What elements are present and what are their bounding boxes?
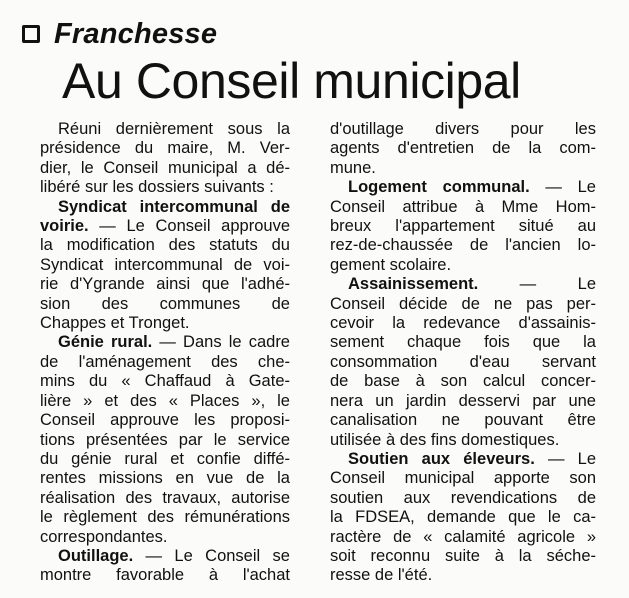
text-line [40,411,290,430]
text-line [330,236,596,255]
line-text: montre favorable à l'achat [40,566,290,585]
box-bullet-icon [22,25,40,43]
section-kicker [22,16,217,52]
line-text: sement chaque fois que la [330,333,596,352]
line-text: lière » et des « Places », le [40,391,290,410]
paragraph-heading: Génie rural. [58,333,153,352]
text-line [330,314,596,333]
text-line [40,314,290,333]
paragraph-heading: Logement communal. [348,178,530,197]
text-line [40,256,290,275]
text-line [330,353,596,372]
text-line [40,198,290,217]
text-line [330,256,596,275]
text-line [40,275,290,294]
line-text: consommation d'eau servant [330,352,596,371]
text-line [330,178,596,197]
text-line [330,120,596,139]
text-line [330,489,596,508]
line-text: dier, le Conseil municipal a dé- [40,158,290,177]
line-text: soutien aux revendications de [330,488,596,507]
text-line [40,372,290,391]
line-text: — Le [529,178,596,197]
text-line [330,275,596,294]
line-text: — Le Conseil approuve [88,217,290,236]
text-line [40,547,290,566]
line-text: rez-de-chaussée de l'ancien lo- [330,236,596,255]
text-line [330,392,596,411]
text-line [40,236,290,255]
text-line [40,508,290,527]
line-text: Conseil attribue à Mme Hom- [330,197,596,216]
line-text: de base à son calcul concer- [330,372,596,391]
line-text: soit reconnu suite à la séche- [330,546,596,565]
line-text: de l'aménagement des che- [40,352,290,371]
paragraph-heading: Soutien aux éleveurs. [348,449,535,468]
text-line [40,139,290,158]
line-text: cevoir la redevance d'assainis- [330,314,596,333]
line-text: le règlement des rémunérations [40,508,290,527]
line-text: la modification des statuts du [40,236,290,255]
line-text: Réuni dernièrement sous la [58,120,290,138]
text-line [330,295,596,314]
text-line [330,547,596,566]
text-line [40,528,290,547]
column-right [330,120,596,586]
text-line [330,139,596,158]
paragraph-heading: Outillage. [58,546,134,565]
text-line [40,120,290,139]
text-line [330,508,596,527]
line-text: tions présentées par le service [40,430,290,449]
headline: Au Conseil municipal [62,53,521,109]
line-text: utilisée à des fins domestiques. [330,430,560,449]
line-text: du génie rural et confie diffé- [40,449,290,468]
line-text: — Dans le cadre [152,333,290,352]
line-text: ractère de « calamité agricole » [330,527,596,546]
line-text: Conseil décide de ne pas per- [330,294,596,313]
line-text: Conseil municipal apporte son [330,469,596,488]
paragraph-heading: voirie. [40,217,89,236]
text-line [40,353,290,372]
line-text: Conseil approuve les proposi- [40,411,290,430]
line-text: agents d'entretien de la com- [330,139,596,158]
text-line [330,566,596,585]
line-text: breux l'appartement situé au [330,217,596,236]
text-line [40,392,290,411]
text-line [40,566,290,585]
column-left [40,120,290,586]
text-line [40,489,290,508]
text-line [330,198,596,217]
text-line [40,431,290,450]
line-text: gement scolaire. [330,255,452,274]
text-line [330,217,596,236]
text-line [40,450,290,469]
line-text: rie d'Ygrande ainsi que l'adhé- [40,275,290,294]
text-line [40,159,290,178]
line-text: la FDSEA, demande que le ca- [330,508,596,527]
line-text: libéré sur les dossiers suivants : [40,178,274,197]
text-line [40,178,290,197]
line-text: canalisation ne pouvant être [330,411,596,430]
line-text: réalisation des travaux, autorise [40,488,290,507]
text-line [330,411,596,430]
text-line [330,528,596,547]
kicker-text: Franchesse [54,17,218,50]
paragraph-heading: Syndicat intercommunal de [58,197,290,216]
text-line [330,159,596,178]
line-text: — Le [478,275,596,294]
line-text: — Le [534,449,596,468]
line-text: mins du « Chaffaud à Gate- [40,372,290,391]
line-text: nera un jardin desservi par une [330,391,596,410]
text-line [330,372,596,391]
line-text: — Le Conseil se [133,546,290,565]
line-text: rentes missions en vue de la [40,469,290,488]
paragraph-heading: Assainissement. [348,275,479,294]
line-text: correspondantes. [40,527,168,546]
line-text: mune. [330,158,376,177]
text-line [330,431,596,450]
text-line [330,469,596,488]
line-text: resse de l'été. [330,566,433,585]
text-line [40,295,290,314]
text-line [40,333,290,352]
text-line [40,469,290,488]
line-text: Syndicat intercommunal de voi- [40,255,290,274]
line-text: d'outillage divers pour les [330,120,596,138]
line-text: Chappes et Tronget. [40,314,190,333]
line-text: présidence du maire, M. Ver- [40,139,290,158]
text-line [40,217,290,236]
text-line [330,333,596,352]
line-text: sion des communes de [40,294,290,313]
text-line [330,450,596,469]
